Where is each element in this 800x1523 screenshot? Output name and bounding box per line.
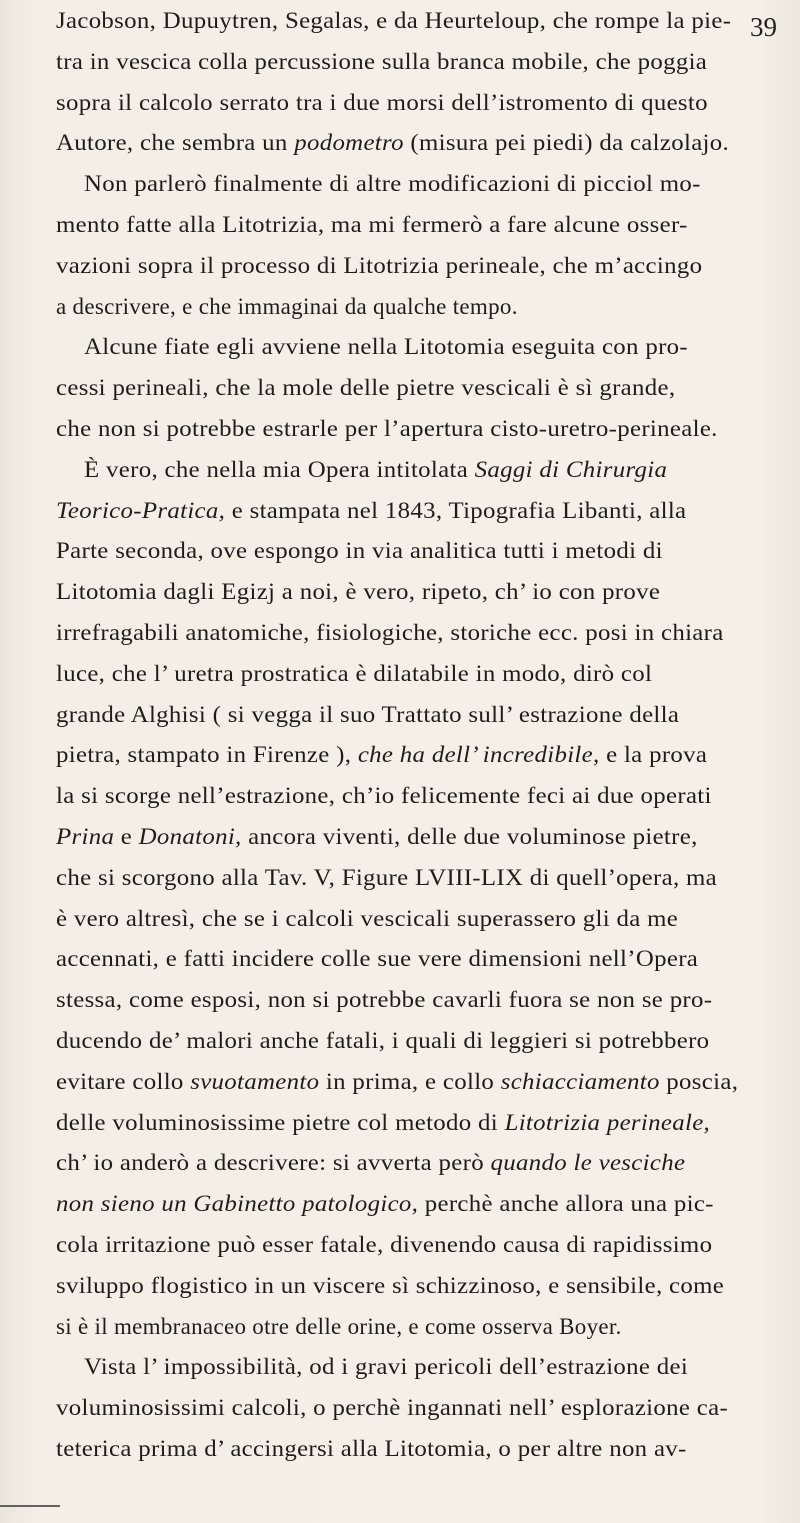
text-segment: sopra il calcolo serrato tra i due morsi dell’istromento di questo [56, 89, 708, 115]
text-line [56, 1312, 622, 1342]
text-line [56, 659, 652, 689]
text-segment: e [114, 824, 139, 849]
italic-text: che ha dell’ incredibile, [357, 742, 600, 768]
text-segment: teterica prima d’ accingersi alla Litotomia, o per altre non av- [56, 1436, 687, 1461]
text-line [56, 414, 718, 444]
italic-text: Litotrizia perineale, [504, 1109, 711, 1135]
italic-text: Prina [56, 824, 115, 849]
text-line [56, 1026, 709, 1056]
text-line [56, 781, 712, 811]
text-segment: mento fatte alla Litotrizia, ma mi fermerò a fare alcune osser- [56, 212, 688, 237]
italic-text: podometro [294, 130, 404, 156]
text-segment: Alcune fiate egli avviene nella Litotomia eseguita con pro- [84, 334, 689, 360]
italic-text: svuotamento [190, 1068, 320, 1094]
text-segment: poscia, [659, 1068, 739, 1094]
text-line [56, 944, 698, 974]
text-segment: e stampata nel 1843, Tipografia Libanti, alla [225, 497, 687, 523]
italic-text: Donatoni, [138, 824, 242, 849]
text-line [56, 904, 678, 934]
text-line [56, 1189, 714, 1219]
text-line [56, 373, 675, 403]
text-segment: perchè anche allora una pic- [418, 1191, 714, 1217]
text-line [56, 292, 518, 322]
text-segment: cessi perineali, che la mole delle pietre vescicali è sì grande, [56, 375, 676, 401]
text-segment: luce, che l’ uretra prostratica è dilatabile in modo, dirò col [56, 660, 653, 686]
text-segment: Vista l’ impossibilità, od i gravi pericoli dell’estrazione dei [84, 1354, 689, 1380]
text-line [56, 251, 702, 281]
text-line [84, 455, 667, 485]
text-segment: a descrivere, e che immaginai da qualche tempo. [56, 293, 518, 319]
text-segment: grande Alghisi ( si vegga il suo Trattato sull’ estrazione della [56, 701, 680, 727]
text-line [56, 128, 729, 158]
text-line [56, 985, 712, 1015]
text-segment: cola irritazione può esser fatale, divenendo causa di rapidissimo [56, 1232, 713, 1257]
page-number: 39 [750, 12, 777, 42]
text-line [56, 1434, 687, 1464]
italic-text: quando le vesciche [490, 1150, 686, 1176]
text-segment: che non si potrebbe estrarle per l’apertura cisto-uretro-perineale. [56, 416, 718, 441]
text-line [84, 169, 701, 199]
text-line [56, 536, 663, 566]
text-line [56, 47, 707, 77]
text-segment: delle voluminosissime pietre col metodo di [56, 1109, 505, 1135]
text-line [56, 6, 731, 36]
text-segment: ancora viventi, delle due voluminose pietre, [241, 824, 698, 849]
text-line [84, 1352, 688, 1382]
text-segment: che si scorgono alla Tav. V, Figure LVIII-LIX di quell’opera, ma [56, 864, 718, 890]
text-line [56, 863, 717, 893]
text-line [56, 496, 686, 526]
text-line [56, 822, 698, 852]
text-segment: Litotomia dagli Egizj a noi, è vero, ripeto, ch’ io con prove [56, 579, 661, 605]
text-line [56, 1148, 685, 1178]
text-line [56, 700, 679, 730]
text-line [56, 577, 660, 607]
text-segment: tra in vescica colla percussione sulla branca mobile, che poggia [56, 48, 708, 74]
text-segment: (misura pei piedi) da calzolajo. [403, 130, 730, 156]
text-segment: ducendo de’ malori anche fatali, i quali di leggieri si potrebbero [56, 1028, 710, 1053]
text-segment: voluminosissimi calcoli, o perchè ingannati nell’ esplorazione ca- [56, 1395, 729, 1421]
text-line [56, 1271, 724, 1301]
text-segment: pietra, stampato in Firenze ), [56, 742, 358, 768]
text-segment: la si scorge nell’estrazione, ch’io felicemente feci ai due operati [56, 783, 712, 809]
italic-text: Teorico-Pratica, [56, 497, 226, 523]
text-segment: sviluppo flogistico in un viscere sì schizzinoso, e sensibile, come [56, 1272, 725, 1298]
italic-text: Saggi di Chirurgia [474, 456, 668, 482]
text-segment: Autore, che sembra un [56, 130, 295, 156]
text-segment: vazioni sopra il processo di Litotrizia perineale, che m’accingo [56, 252, 703, 278]
text-segment: e la prova [599, 742, 708, 768]
text-segment: Jacobson, Dupuytren, Segalas, e da Heurteloup, che rompe la pie- [56, 8, 732, 33]
text-segment: si è il membranaceo otre delle orine, e come osserva Boyer. [56, 1313, 622, 1339]
text-line [56, 1230, 712, 1260]
text-segment: stessa, come esposi, non si potrebbe cavarli fuora se non se pro- [56, 987, 713, 1013]
text-segment: Non parlerò finalmente di altre modificazioni di picciol mo- [84, 171, 701, 197]
text-line [56, 1393, 728, 1423]
text-line [56, 618, 724, 648]
text-line [56, 1067, 738, 1097]
text-line [56, 88, 708, 118]
text-segment: ch’ io anderò a descrivere: si avverta però [56, 1150, 491, 1176]
italic-text: non sieno un Gabinetto patologico, [56, 1191, 419, 1217]
text-line [56, 1108, 710, 1138]
text-line [56, 740, 707, 770]
text-line [56, 210, 688, 240]
italic-text: schiacciamento [500, 1068, 660, 1094]
page-edge-mark [0, 1505, 60, 1507]
text-line [84, 332, 688, 362]
text-segment: irrefragabili anatomiche, fisiologiche, storiche ecc. posi in chiara [56, 620, 724, 645]
text-segment: in prima, e collo [319, 1068, 501, 1094]
text-segment: è vero altresì, che se i calcoli vescicali superassero gli da me [56, 905, 679, 931]
text-segment: accennati, e fatti incidere colle sue vere dimensioni nell’Opera [56, 946, 699, 972]
text-segment: È vero, che nella mia Opera intitolata [84, 456, 475, 482]
text-segment: evitare collo [56, 1068, 191, 1094]
text-segment: Parte seconda, ove espongo in via analitica tutti i metodi di [56, 538, 663, 564]
